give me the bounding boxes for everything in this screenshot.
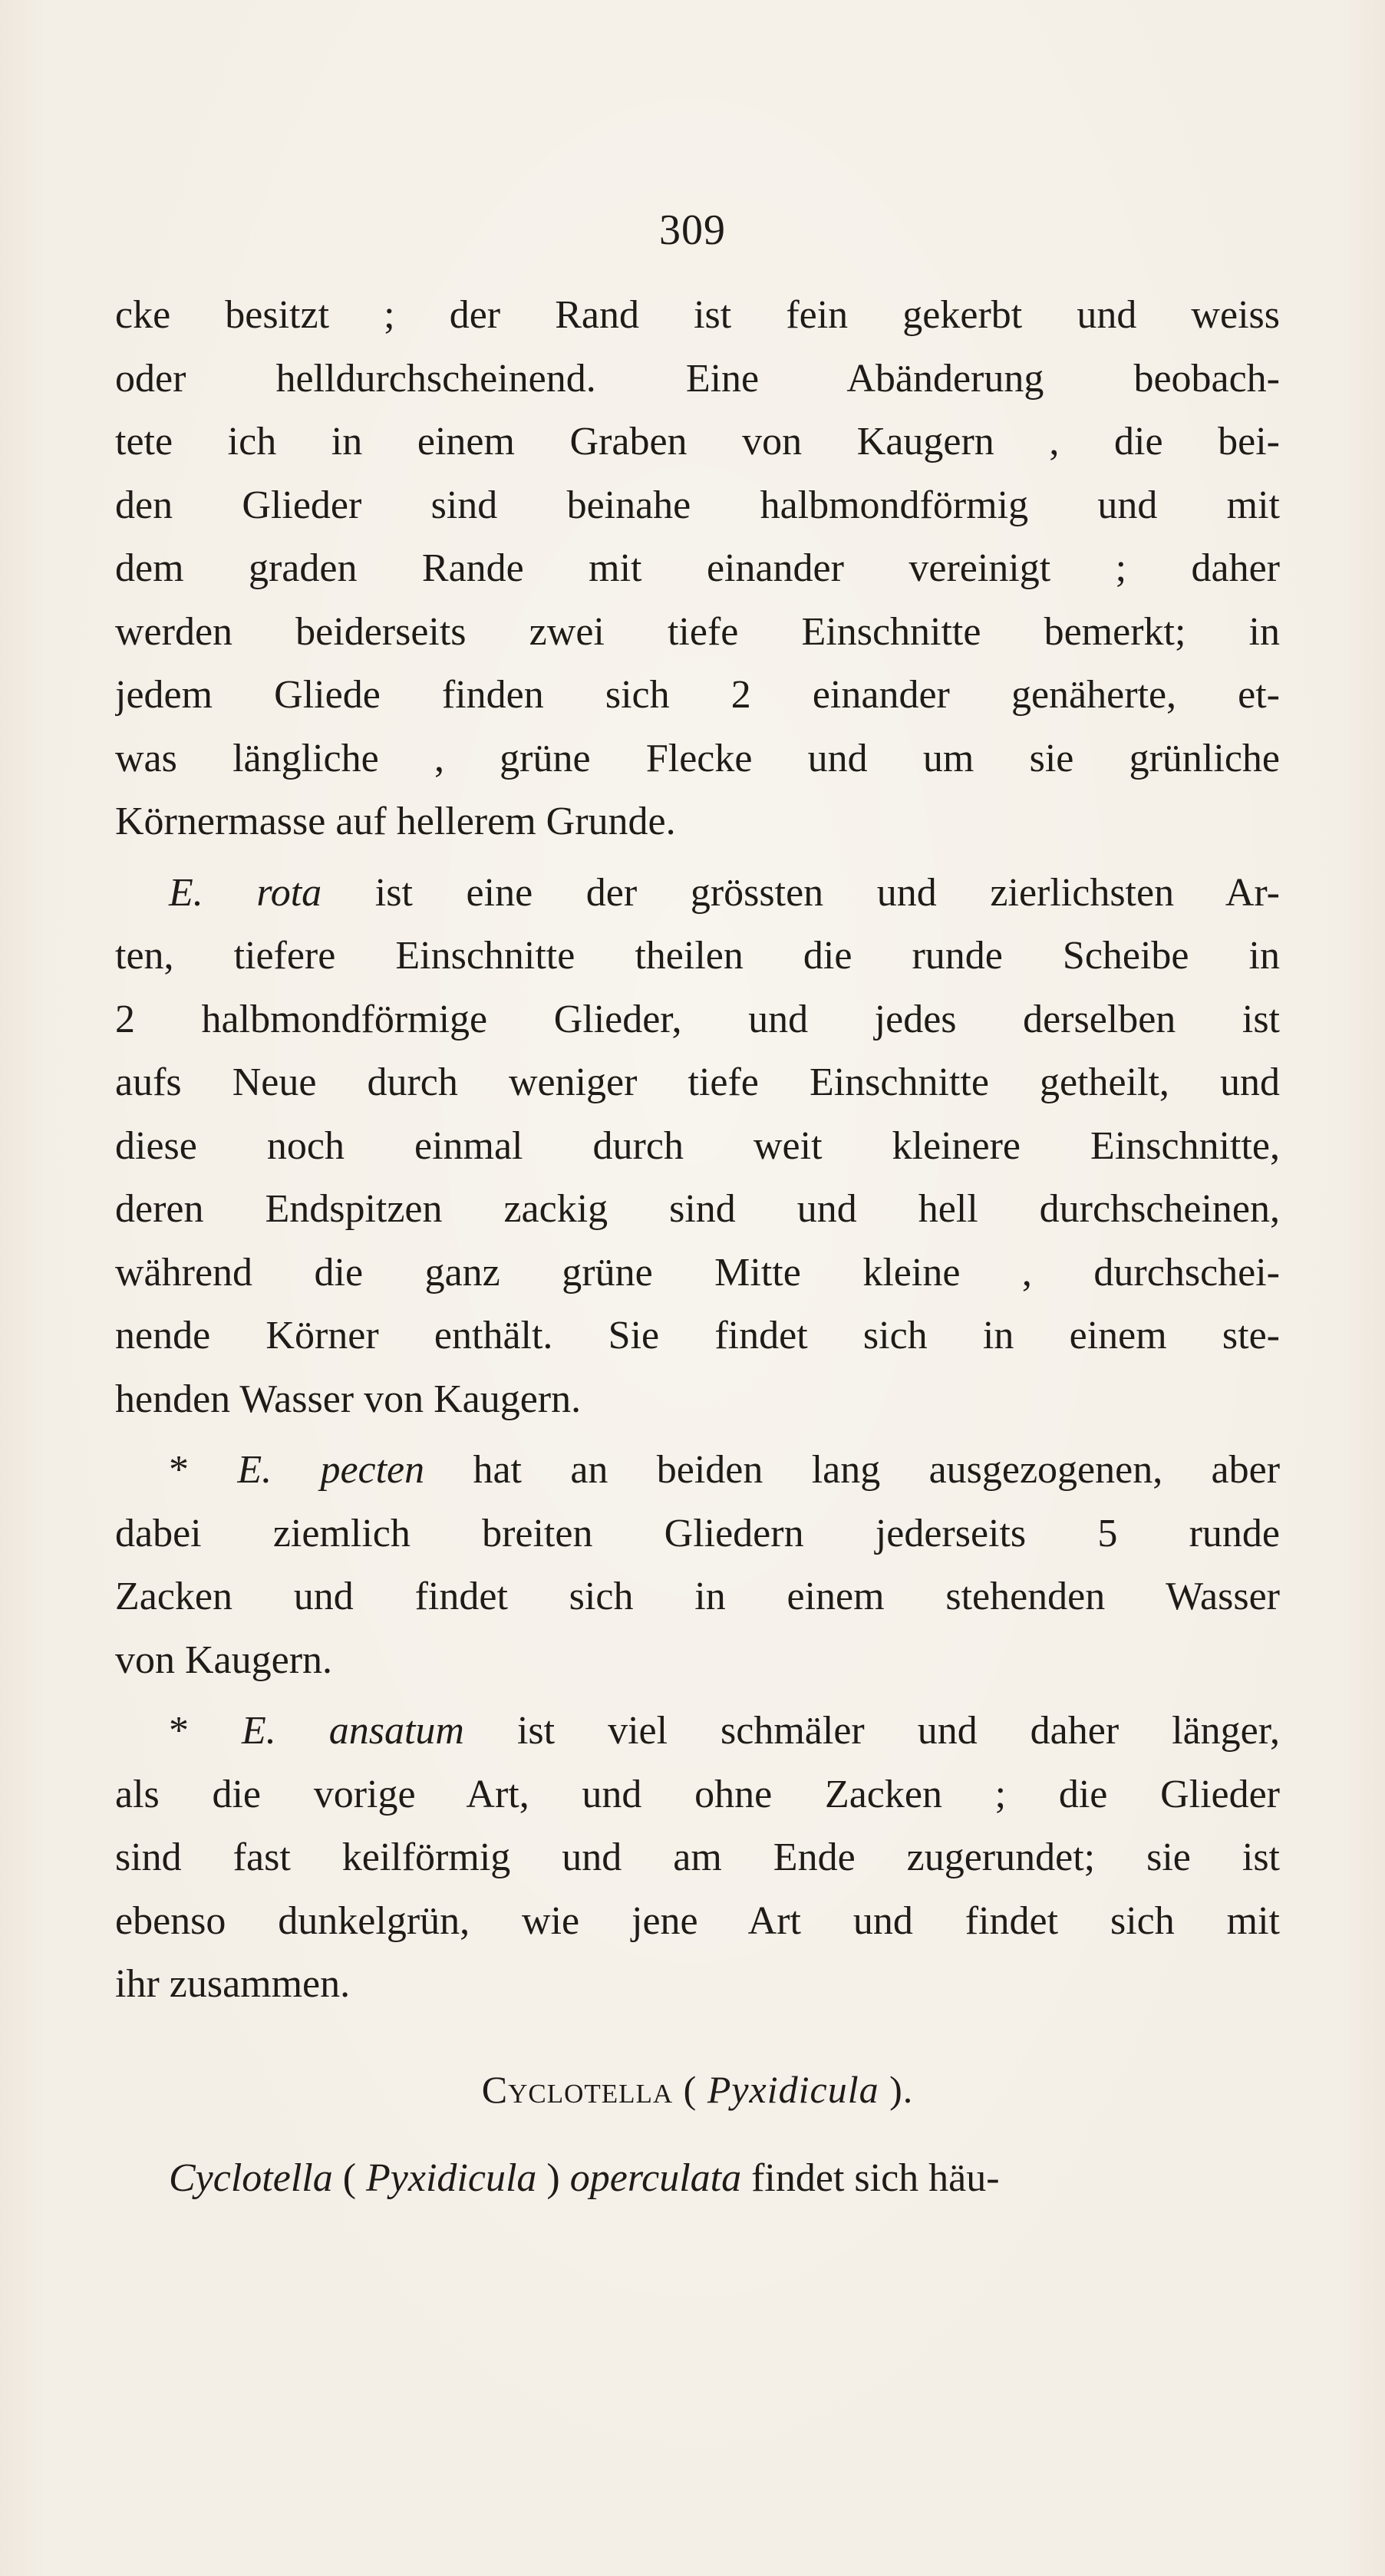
paragraph-1 bbox=[115, 284, 1280, 854]
text-line: oder helldurchscheinend. Eine Abänderung beobach- bbox=[115, 356, 1280, 401]
text-line: den Glieder sind beinahe halbmondförmig und mit bbox=[115, 483, 1280, 527]
text-line: deren Endspitzen zackig sind und hell durchscheinen, bbox=[115, 1187, 1280, 1231]
paragraph-gap bbox=[115, 854, 1280, 862]
text-line: jedem Gliede finden sich 2 einander genäherte, et- bbox=[115, 673, 1280, 717]
asterisk-marker: * bbox=[169, 1709, 242, 1753]
species-name: operculata bbox=[569, 2155, 742, 2200]
text-fragment: findet sich häu- bbox=[741, 2155, 1000, 2200]
body-text bbox=[115, 284, 1280, 2210]
paragraph-gap bbox=[115, 1692, 1280, 1700]
species-name: E. ansatum bbox=[241, 1709, 464, 1753]
text-line: Zacken und findet sich in einem stehenden Wasser bbox=[115, 1575, 1280, 1618]
text-line: Körnermasse auf hellerem Grunde. bbox=[115, 800, 676, 843]
text-fragment: ist viel schmäler und daher länger, bbox=[463, 1709, 1280, 1753]
asterisk-marker: * bbox=[169, 1448, 238, 1492]
text-line bbox=[115, 1700, 1280, 1763]
paragraph-4 bbox=[115, 1700, 1280, 2017]
text-line: cke besitzt ; der Rand ist fein gekerbt und weiss bbox=[115, 293, 1280, 337]
text-line: aufs Neue durch weniger tiefe Einschnitte getheilt, und bbox=[115, 1060, 1280, 1104]
text-line: ebenso dunkelgrün, wie jene Art und findet sich mit bbox=[115, 1898, 1280, 1943]
text-line: ihr zusammen. bbox=[115, 1962, 351, 2006]
text-fragment: ist eine der grössten und zierlichsten Ar- bbox=[322, 870, 1280, 915]
species-name: E. pecten bbox=[237, 1448, 425, 1492]
paragraph-gap bbox=[115, 1431, 1280, 1439]
text-line: dabei ziemlich breiten Gliedern jederseits 5 runde bbox=[115, 1511, 1280, 1555]
text-line: dem graden Rande mit einander vereinigt ; daher bbox=[115, 546, 1280, 590]
text-line: von Kaugern. bbox=[115, 1638, 333, 1682]
text-fragment: hat an beiden lang ausgezogenen, aber bbox=[424, 1448, 1280, 1492]
text-line: diese noch einmal durch weit kleinere Einschnitte, bbox=[115, 1123, 1280, 1168]
species-name: E. rota bbox=[169, 870, 322, 915]
text-line bbox=[115, 2147, 1280, 2211]
paren-open: ( bbox=[332, 2155, 367, 2200]
genus-synonym: Pyxidicula bbox=[366, 2155, 537, 2200]
text-line: werden beiderseits zwei tiefe Einschnitte bemerkt; in bbox=[115, 609, 1280, 654]
text-line: tete ich in einem Graben von Kaugern , die bei- bbox=[115, 420, 1280, 463]
text-line: was längliche , grüne Flecke und um sie grünliche bbox=[115, 736, 1280, 780]
genus-heading: Cyclotella bbox=[481, 2067, 674, 2111]
paren-open: ( bbox=[683, 2067, 707, 2111]
text-line bbox=[115, 862, 1280, 925]
paren-close: ). bbox=[879, 2067, 914, 2111]
text-line: als die vorige Art, und ohne Zacken ; die Glieder bbox=[115, 1772, 1280, 1816]
page-number: 309 bbox=[659, 206, 726, 254]
paren-close: ) bbox=[536, 2155, 570, 2200]
text-line bbox=[115, 1439, 1280, 1502]
text-line: während die ganz grüne Mitte kleine , durchschei- bbox=[115, 1250, 1280, 1295]
genus-name: Cyclotella bbox=[169, 2155, 333, 2200]
text-line: 2 halbmondförmige Glieder, und jedes derselben ist bbox=[115, 997, 1280, 1041]
text-line: ten, tiefere Einschnitte theilen die runde Scheibe in bbox=[115, 934, 1280, 978]
genus-synonym: Pyxidicula bbox=[707, 2067, 879, 2111]
text-line: henden Wasser von Kaugern. bbox=[115, 1377, 582, 1421]
text-line: sind fast keilförmig und am Ende zugerundet; sie ist bbox=[115, 1836, 1280, 1879]
paragraph-3 bbox=[115, 1439, 1280, 1692]
section-heading bbox=[115, 2047, 1280, 2132]
paragraph-2 bbox=[115, 862, 1280, 1432]
text-line: nende Körner enthält. Sie findet sich in einem ste- bbox=[115, 1314, 1280, 1357]
